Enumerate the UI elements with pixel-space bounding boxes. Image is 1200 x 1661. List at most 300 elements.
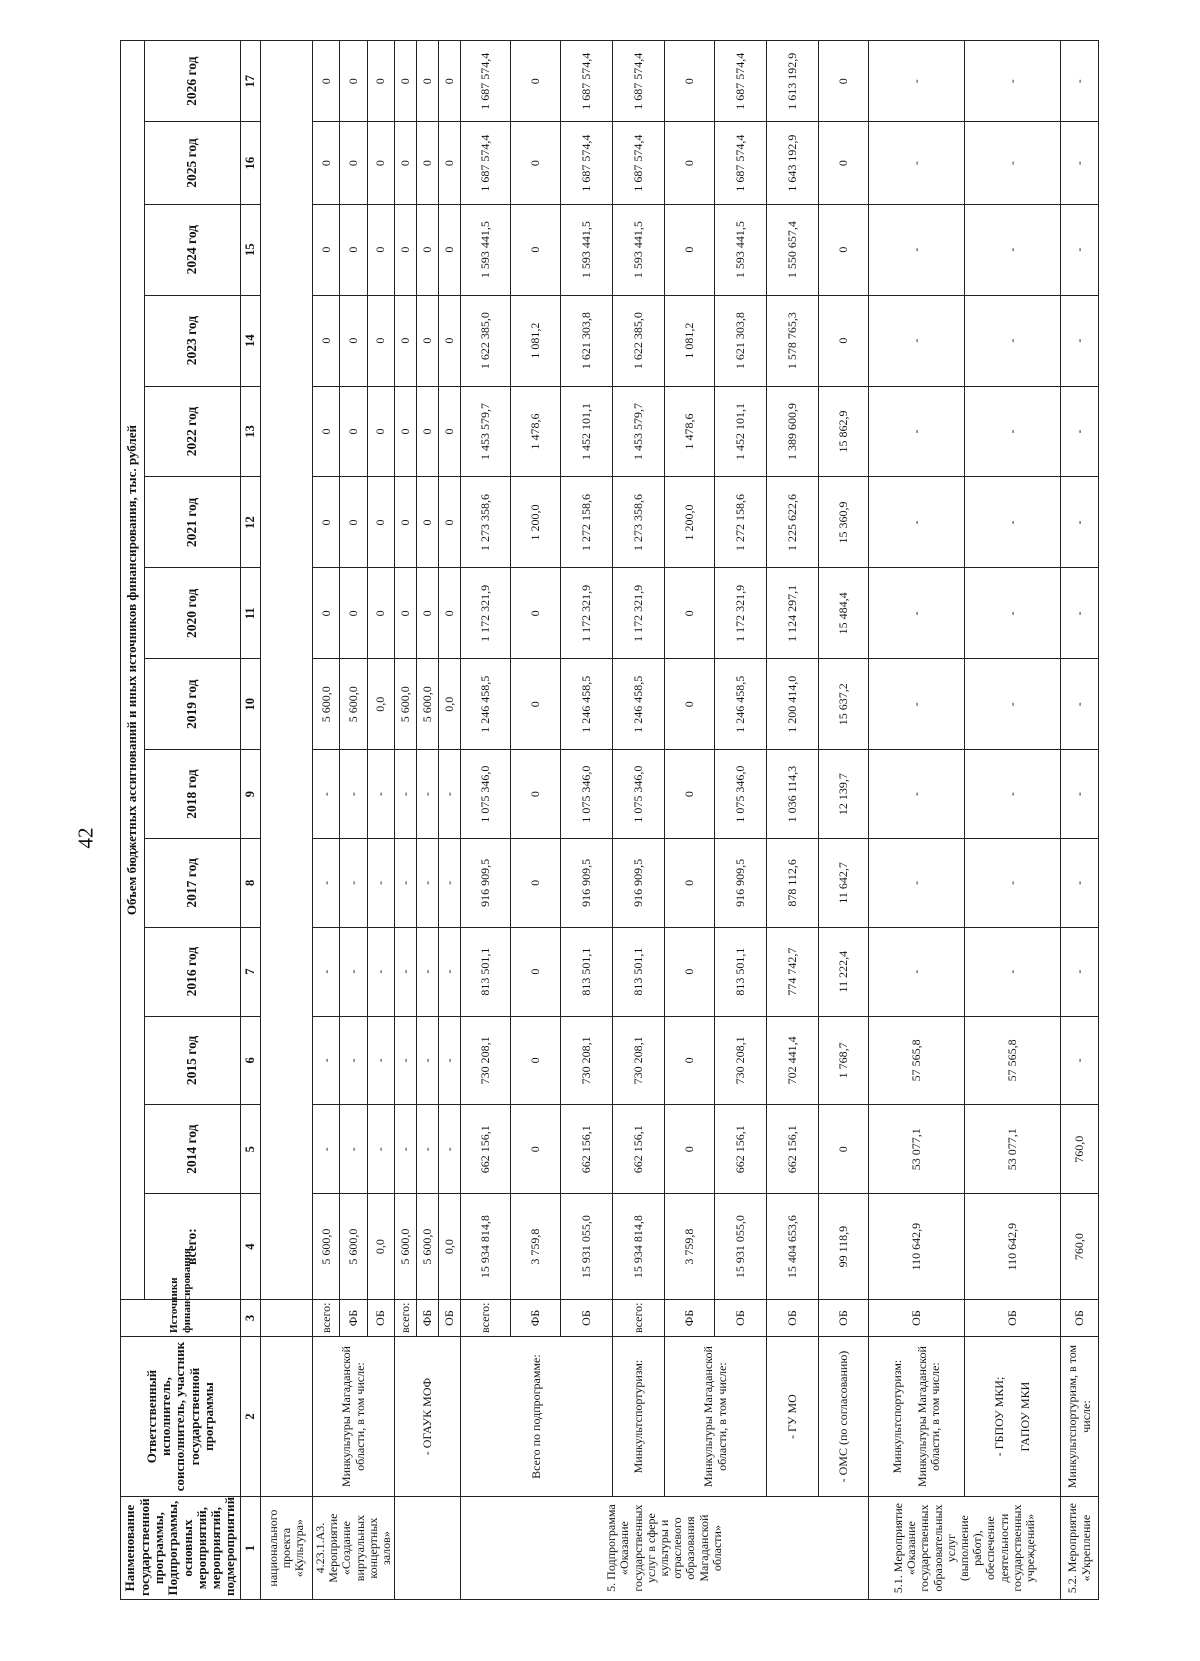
header-year: 2017 год	[145, 839, 241, 928]
value-cell: -	[1061, 122, 1099, 204]
value-cell: 15 934 814,8	[461, 1194, 511, 1300]
table-row	[395, 41, 417, 1600]
value-cell: 5 600,0	[395, 1194, 417, 1300]
value-cell: 11 642,7	[819, 839, 869, 928]
value-cell: -	[313, 750, 340, 839]
value-cell: -	[313, 839, 340, 928]
value-cell: 15 931 055,0	[715, 1194, 767, 1300]
value-cell: -	[1061, 295, 1099, 386]
value-cell: 15 934 814,8	[613, 1194, 665, 1300]
value-cell: 1 478,6	[511, 386, 561, 477]
value-cell: 0	[439, 41, 461, 122]
empty-cell	[261, 1336, 313, 1496]
value-cell: 0	[819, 204, 869, 295]
value-cell: -	[965, 295, 1061, 386]
value-cell: 0	[340, 477, 367, 568]
value-cell: -	[869, 568, 965, 659]
row-responsible-cell: - ОГАУК МОФ	[395, 1336, 461, 1496]
value-cell: 1 075 346,0	[613, 750, 665, 839]
value-cell: -	[869, 839, 965, 928]
table-row	[767, 41, 819, 1600]
value-cell: -	[965, 839, 1061, 928]
value-cell: 0,0	[367, 659, 394, 750]
value-cell: 1 687 574,4	[561, 41, 613, 122]
value-cell: 0	[511, 839, 561, 928]
source-cell: ОБ	[439, 1300, 461, 1337]
value-cell: 0	[511, 1016, 561, 1105]
header-year: 2026 год	[145, 41, 241, 122]
value-cell: -	[367, 839, 394, 928]
value-cell: 5 600,0	[395, 659, 417, 750]
row-responsible-cell: Минкультуры Магаданской области, в том числе:	[313, 1336, 395, 1496]
value-cell: 1 272 158,6	[715, 477, 767, 568]
value-cell: -	[1061, 659, 1099, 750]
value-cell: 99 118,9	[819, 1194, 869, 1300]
value-cell: 0	[313, 295, 340, 386]
value-cell: 5 600,0	[417, 1194, 439, 1300]
value-cell: -	[439, 927, 461, 1016]
value-cell: 1 452 101,1	[561, 386, 613, 477]
table-row	[965, 41, 1061, 1600]
value-cell: 1 075 346,0	[561, 750, 613, 839]
value-cell: 0	[439, 204, 461, 295]
column-index: 13	[241, 386, 261, 477]
value-cell: 813 501,1	[715, 927, 767, 1016]
value-cell: -	[1061, 750, 1099, 839]
column-index: 9	[241, 750, 261, 839]
row-responsible-cell: - ОМС (по согласованию)	[819, 1336, 869, 1496]
value-cell: 0,0	[439, 1194, 461, 1300]
source-cell: ФБ	[340, 1300, 367, 1337]
value-cell: -	[869, 122, 965, 204]
value-cell: -	[395, 1016, 417, 1105]
column-index: 12	[241, 477, 261, 568]
value-cell: 0	[417, 386, 439, 477]
column-index: 14	[241, 295, 261, 386]
value-cell: 0	[819, 295, 869, 386]
value-cell: 662 156,1	[461, 1105, 511, 1194]
value-cell: 0	[511, 750, 561, 839]
value-cell: 5 600,0	[313, 659, 340, 750]
value-cell: 1 453 579,7	[461, 386, 511, 477]
value-cell: 1 593 441,5	[561, 204, 613, 295]
value-cell: 0	[395, 477, 417, 568]
value-cell: 0	[417, 204, 439, 295]
source-cell: ФБ	[511, 1300, 561, 1337]
value-cell: -	[313, 1105, 340, 1194]
value-cell: -	[1061, 41, 1099, 122]
column-index: 3	[241, 1300, 261, 1337]
row-responsible-cell: Минкультспортуризм, в том числе:	[1061, 1336, 1099, 1496]
column-index: 16	[241, 122, 261, 204]
value-cell: -	[395, 750, 417, 839]
row-name-cell: 5.2. Мероприятие «Укрепление	[1061, 1497, 1099, 1600]
value-cell: -	[869, 659, 965, 750]
value-cell: -	[395, 1105, 417, 1194]
value-cell: 0	[417, 477, 439, 568]
value-cell: 1 643 192,9	[767, 122, 819, 204]
table-row	[313, 41, 340, 1600]
value-cell: 1 768,7	[819, 1016, 869, 1105]
value-cell: 5 600,0	[417, 659, 439, 750]
value-cell: 110 642,9	[869, 1194, 965, 1300]
value-cell: -	[417, 750, 439, 839]
column-index: 2	[241, 1336, 261, 1496]
value-cell: 0	[313, 386, 340, 477]
value-cell: -	[869, 204, 965, 295]
header-year: 2014 год	[145, 1105, 241, 1194]
value-cell: 702 441,4	[767, 1016, 819, 1105]
value-cell: 1 246 458,5	[715, 659, 767, 750]
value-cell: 0	[665, 122, 715, 204]
column-index: 10	[241, 659, 261, 750]
value-cell: 1 172 321,9	[461, 568, 511, 659]
value-cell: 774 742,7	[767, 927, 819, 1016]
value-cell: 760,0	[1061, 1194, 1099, 1300]
source-cell: ОБ	[561, 1300, 613, 1337]
value-cell: 730 208,1	[613, 1016, 665, 1105]
value-cell: -	[1061, 839, 1099, 928]
value-cell: 53 077,1	[965, 1105, 1061, 1194]
value-cell: 1 687 574,4	[461, 41, 511, 122]
value-cell: 1 687 574,4	[715, 41, 767, 122]
value-cell: 0	[340, 204, 367, 295]
value-cell: 3 759,8	[665, 1194, 715, 1300]
value-cell: 0	[313, 41, 340, 122]
value-cell: -	[340, 1105, 367, 1194]
value-cell: 1 578 765,3	[767, 295, 819, 386]
value-cell: 0	[340, 295, 367, 386]
value-cell: 1 225 622,6	[767, 477, 819, 568]
value-cell: -	[395, 839, 417, 928]
value-cell: 1 172 321,9	[613, 568, 665, 659]
column-index: 11	[241, 568, 261, 659]
value-cell: 1 389 600,9	[767, 386, 819, 477]
value-cell: 0	[665, 927, 715, 1016]
header-year: 2022 год	[145, 386, 241, 477]
column-index: 5	[241, 1105, 261, 1194]
value-cell: 0	[511, 204, 561, 295]
value-cell: 0	[395, 386, 417, 477]
source-cell: всего:	[395, 1300, 417, 1337]
value-cell: -	[1061, 927, 1099, 1016]
value-cell: 0,0	[439, 659, 461, 750]
value-cell: -	[313, 927, 340, 1016]
value-cell: 0	[340, 568, 367, 659]
value-cell: -	[869, 477, 965, 568]
value-cell: 0	[313, 568, 340, 659]
header-name: Наименование государственной программы, Подпрограммы, основных мероприятий, мероприятий, подмероприятий	[121, 1497, 241, 1600]
value-cell: 813 501,1	[613, 927, 665, 1016]
value-cell: 1 172 321,9	[561, 568, 613, 659]
value-cell: 0	[417, 41, 439, 122]
table-row	[461, 41, 511, 1600]
value-cell: 760,0	[1061, 1105, 1099, 1194]
source-cell: ФБ	[417, 1300, 439, 1337]
header-total: всего:	[145, 1194, 241, 1300]
value-cell: 0	[665, 659, 715, 750]
value-cell: -	[367, 1016, 394, 1105]
value-cell: -	[367, 927, 394, 1016]
source-cell: ОБ	[869, 1300, 965, 1337]
value-cell: 15 360,9	[819, 477, 869, 568]
value-cell: 11 222,4	[819, 927, 869, 1016]
value-cell: 0	[395, 41, 417, 122]
value-cell: 15 404 653,6	[767, 1194, 819, 1300]
column-index: 8	[241, 839, 261, 928]
column-index: 1	[241, 1497, 261, 1600]
value-cell: 0	[367, 204, 394, 295]
source-cell: ОБ	[1061, 1300, 1099, 1337]
header-year: 2025 год	[145, 122, 241, 204]
value-cell: 0	[313, 122, 340, 204]
value-cell: 0	[819, 1105, 869, 1194]
value-cell: -	[1061, 386, 1099, 477]
value-cell: 5 600,0	[340, 659, 367, 750]
value-cell: 0	[665, 839, 715, 928]
row-name-cell: 5. Подпрограмма «Оказание государственных услуг в сфере культуры и отраслевого образования Магаданской области»	[461, 1497, 869, 1600]
value-cell: -	[439, 839, 461, 928]
table-row	[1061, 41, 1099, 1600]
value-cell: 1 593 441,5	[715, 204, 767, 295]
empty-cell	[261, 1300, 313, 1337]
value-cell: 1 200,0	[665, 477, 715, 568]
value-cell: -	[439, 1016, 461, 1105]
value-cell: -	[1061, 477, 1099, 568]
table-row	[819, 41, 869, 1600]
value-cell: -	[417, 1016, 439, 1105]
value-cell: -	[965, 41, 1061, 122]
header-year: 2023 год	[145, 295, 241, 386]
value-cell: -	[1061, 568, 1099, 659]
value-cell: 15 862,9	[819, 386, 869, 477]
value-cell: 1 687 574,4	[561, 122, 613, 204]
value-cell: -	[965, 477, 1061, 568]
value-cell: 3 759,8	[511, 1194, 561, 1300]
value-cell: -	[965, 927, 1061, 1016]
responsible-line: Минкультспортуризм:	[889, 1359, 904, 1474]
value-cell: -	[965, 122, 1061, 204]
value-cell: 0	[417, 122, 439, 204]
value-cell: 0	[417, 568, 439, 659]
value-cell: -	[340, 1016, 367, 1105]
value-cell: 0	[367, 122, 394, 204]
value-cell: 1 593 441,5	[613, 204, 665, 295]
value-cell: 916 909,5	[461, 839, 511, 928]
value-cell: -	[340, 750, 367, 839]
value-cell: 0	[665, 1016, 715, 1105]
value-cell: 1 687 574,4	[715, 122, 767, 204]
value-cell: 0	[511, 122, 561, 204]
value-cell: 0	[819, 41, 869, 122]
table-row	[613, 41, 665, 1600]
value-cell: -	[313, 1016, 340, 1105]
row-name-national-project: национального проекта «Культура»	[261, 1497, 313, 1600]
value-cell: 1 593 441,5	[461, 204, 511, 295]
value-cell: 0	[665, 204, 715, 295]
row-responsible-cell: - ГУ МО	[767, 1336, 819, 1496]
value-cell: -	[417, 927, 439, 1016]
value-cell: -	[340, 927, 367, 1016]
source-cell: ОБ	[819, 1300, 869, 1337]
value-cell: 0	[367, 477, 394, 568]
row-name-cell: 5.1. Мероприятие «Оказание государственных образовательных услуг (выполнение работ), обеспечение деятельности государственных учреждений»	[869, 1497, 1061, 1600]
header-responsible: Ответственный исполнитель, соисполнитель, участник государственной программы	[121, 1336, 241, 1496]
header-year: 2015 год	[145, 1016, 241, 1105]
value-cell: 1 200 414,0	[767, 659, 819, 750]
value-cell: 15 637,2	[819, 659, 869, 750]
value-cell: 1 246 458,5	[613, 659, 665, 750]
header-source: Источники финансирования	[121, 1300, 241, 1337]
value-cell: 1 452 101,1	[715, 386, 767, 477]
value-cell: 916 909,5	[613, 839, 665, 928]
value-cell: -	[417, 1105, 439, 1194]
value-cell: -	[367, 750, 394, 839]
value-cell: 0	[340, 41, 367, 122]
value-cell: 0	[367, 41, 394, 122]
value-cell: -	[869, 927, 965, 1016]
value-cell: 1 621 303,8	[715, 295, 767, 386]
value-cell: 1 246 458,5	[561, 659, 613, 750]
value-cell: 0	[819, 122, 869, 204]
value-cell: 0	[665, 568, 715, 659]
value-cell: -	[395, 927, 417, 1016]
header-year: 2021 год	[145, 477, 241, 568]
header-year: 2016 год	[145, 927, 241, 1016]
value-cell: 0	[665, 41, 715, 122]
value-cell: -	[439, 750, 461, 839]
value-cell: 15 931 055,0	[561, 1194, 613, 1300]
value-cell: 0	[665, 750, 715, 839]
value-cell: -	[965, 659, 1061, 750]
value-cell: 57 565,8	[965, 1016, 1061, 1105]
value-cell: 662 156,1	[767, 1105, 819, 1194]
responsible-line: Минкультуры Магаданской области, в том числе:	[915, 1346, 943, 1487]
table-row	[869, 41, 965, 1600]
value-cell: -	[965, 204, 1061, 295]
value-cell: 0	[439, 568, 461, 659]
value-cell: 730 208,1	[715, 1016, 767, 1105]
column-index: 7	[241, 927, 261, 1016]
value-cell: 0	[340, 122, 367, 204]
value-cell: 0	[511, 41, 561, 122]
value-cell: 0	[511, 568, 561, 659]
value-cell: 0	[313, 204, 340, 295]
value-cell: 0	[367, 568, 394, 659]
value-cell: 1 075 346,0	[461, 750, 511, 839]
value-cell: 0,0	[367, 1194, 394, 1300]
value-cell: 1 081,2	[665, 295, 715, 386]
value-cell: 1 200,0	[511, 477, 561, 568]
value-cell: 0	[417, 295, 439, 386]
value-cell: 1 687 574,4	[613, 41, 665, 122]
value-cell: -	[340, 839, 367, 928]
value-cell: 1 272 158,6	[561, 477, 613, 568]
header-financing-group: Объем бюджетных ассигнований и иных источников финансирования, тыс. рублей	[121, 41, 145, 1300]
page-number: 42	[73, 827, 98, 849]
column-index: 15	[241, 204, 261, 295]
source-cell: ФБ	[665, 1300, 715, 1337]
value-cell: 0	[511, 927, 561, 1016]
value-cell: 1 075 346,0	[715, 750, 767, 839]
value-cell: 12 139,7	[819, 750, 869, 839]
responsible-line: - ГБПОУ МКИ;	[992, 1376, 1007, 1457]
value-cell: 1 687 574,4	[613, 122, 665, 204]
value-cell: 662 156,1	[715, 1105, 767, 1194]
value-cell: 1 273 358,6	[461, 477, 511, 568]
row-name-cell	[395, 1497, 461, 1600]
row-responsible-cell: Всего по подпрограмме:	[461, 1336, 613, 1496]
value-cell: 0	[439, 386, 461, 477]
value-cell: 916 909,5	[561, 839, 613, 928]
value-cell: 1 613 192,9	[767, 41, 819, 122]
value-cell: -	[1061, 1016, 1099, 1105]
row-responsible-cell: Минкультуры Магаданской области, в том числе:	[665, 1336, 767, 1496]
source-cell: ОБ	[767, 1300, 819, 1337]
source-cell: ОБ	[715, 1300, 767, 1337]
value-cell: 15 484,4	[819, 568, 869, 659]
value-cell: 1 172 321,9	[715, 568, 767, 659]
value-cell: 0	[511, 659, 561, 750]
value-cell: 57 565,8	[869, 1016, 965, 1105]
row-responsible-cell	[965, 1336, 1061, 1496]
row-name-cell: 4.23.1.А3. Мероприятие «Создание виртуальных концертных залов»	[313, 1497, 395, 1600]
value-cell: 5 600,0	[313, 1194, 340, 1300]
value-cell: 1 550 657,4	[767, 204, 819, 295]
row-responsible-cell	[869, 1336, 965, 1496]
value-cell: 813 501,1	[561, 927, 613, 1016]
header-year: 2020 год	[145, 568, 241, 659]
value-cell: 730 208,1	[561, 1016, 613, 1105]
source-cell: всего:	[461, 1300, 511, 1337]
source-cell: ОБ	[965, 1300, 1061, 1337]
value-cell: 662 156,1	[613, 1105, 665, 1194]
value-cell: 0	[395, 295, 417, 386]
value-cell: 662 156,1	[561, 1105, 613, 1194]
value-cell: 1 124 297,1	[767, 568, 819, 659]
value-cell: -	[869, 41, 965, 122]
header-year: 2019 год	[145, 659, 241, 750]
value-cell: 0	[395, 122, 417, 204]
row-responsible-cell: Минкультспортуризм:	[613, 1336, 665, 1496]
value-cell: -	[869, 386, 965, 477]
value-cell: -	[869, 750, 965, 839]
value-cell: 1 621 303,8	[561, 295, 613, 386]
value-cell: 1 687 574,4	[461, 122, 511, 204]
value-cell: 110 642,9	[965, 1194, 1061, 1300]
value-cell: -	[965, 386, 1061, 477]
value-cell: 0	[665, 1105, 715, 1194]
value-cell: -	[367, 1105, 394, 1194]
value-cell: 0	[313, 477, 340, 568]
value-cell: 0	[439, 295, 461, 386]
table-row	[665, 41, 715, 1600]
header-year: 2018 год	[145, 750, 241, 839]
header-year: 2024 год	[145, 204, 241, 295]
responsible-line: ГАПОУ МКИ	[1017, 1381, 1032, 1452]
value-cell: -	[1061, 204, 1099, 295]
value-cell: 0	[367, 295, 394, 386]
value-cell: 916 909,5	[715, 839, 767, 928]
value-cell: 1 036 114,3	[767, 750, 819, 839]
value-cell: 1 622 385,0	[461, 295, 511, 386]
source-cell: всего:	[313, 1300, 340, 1337]
value-cell: -	[417, 839, 439, 928]
column-index: 4	[241, 1194, 261, 1300]
value-cell: 0	[511, 1105, 561, 1194]
value-cell: -	[869, 295, 965, 386]
value-cell: 0	[395, 204, 417, 295]
